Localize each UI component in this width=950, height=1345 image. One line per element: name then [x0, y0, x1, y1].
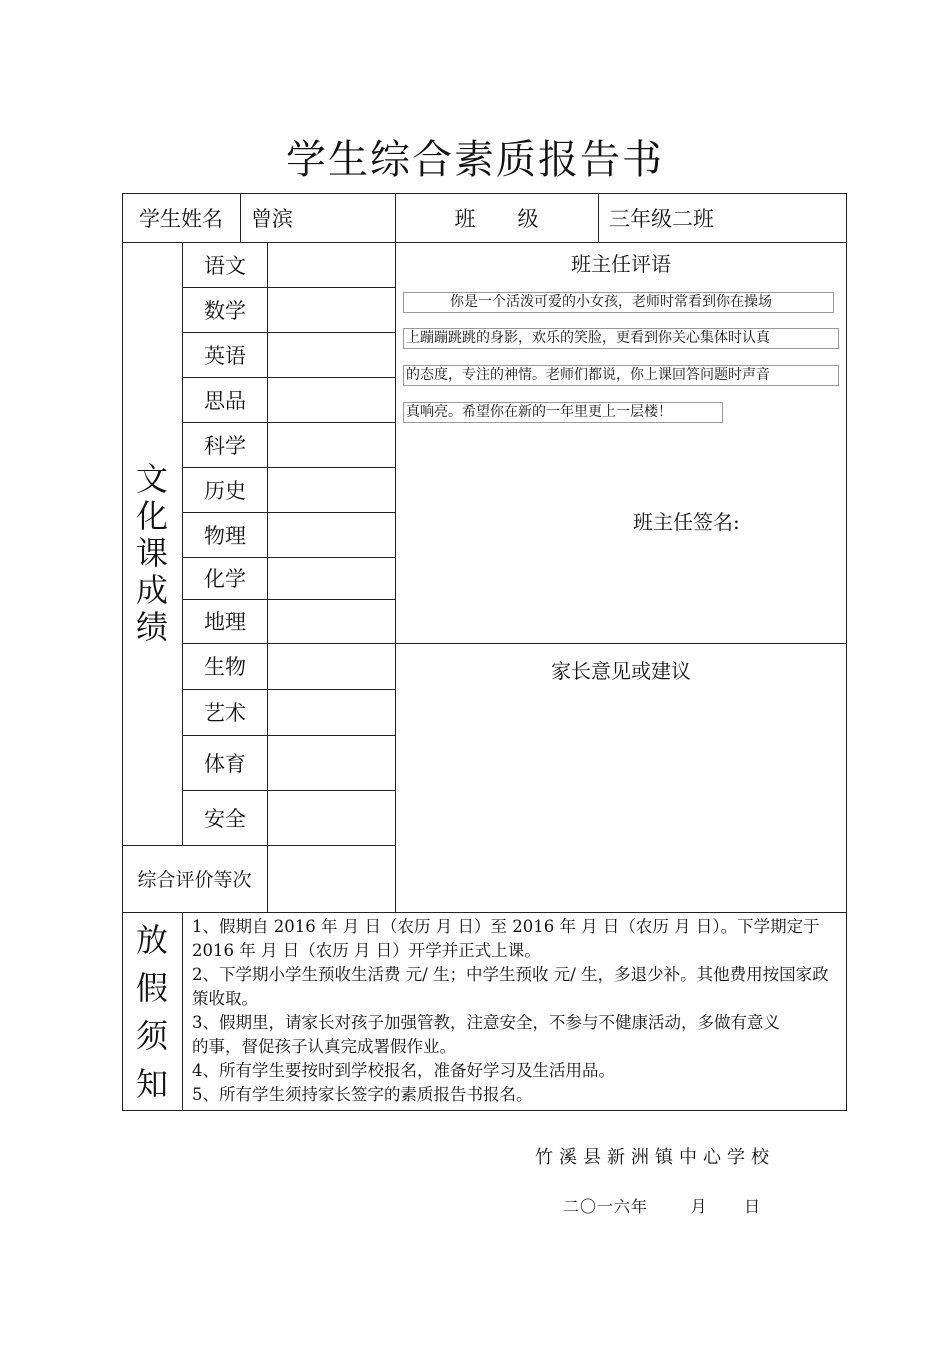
- student-name-value: 曾滨: [251, 206, 293, 231]
- teacher-comment-line: 你是一个活泼可爱的小女孩，老师时常看到你在操场: [403, 292, 834, 313]
- subject-label: 英语: [204, 343, 246, 368]
- subject-label: 思品: [204, 388, 246, 413]
- subject-label: 地理: [204, 610, 246, 634]
- notice-section-label: [122, 912, 182, 1111]
- divider: [182, 643, 847, 644]
- page-title: 学生综合素质报告书: [286, 137, 664, 183]
- notice-item: 2、下学期小学生预收生活费 元/ 生；中学生预收 元/ 生，多退少补。其他费用按国家政策收取。: [192, 965, 829, 1008]
- subject-label: 艺术: [204, 701, 246, 725]
- divider: [182, 912, 183, 1111]
- grades-section-label: [122, 242, 182, 845]
- notice-item: 5、所有学生须持家长签字的素质报告书报名。: [192, 1085, 533, 1104]
- teacher-comment-line: 上蹦蹦跳跳的身影，欢乐的笑脸，更看到你关心集体时认真: [403, 328, 839, 349]
- subject-label: 物理: [204, 523, 246, 548]
- subject-label: 历史: [204, 478, 246, 503]
- notice-item: 3、假期里，请家长对孩子加强管教，注意安全，不参与不健康活动，多做有意义的事，督促孩子认真完成署假作业。: [192, 1013, 780, 1056]
- divider: [598, 193, 599, 242]
- teacher-comment-line: 的态度，专注的神情。老师们都说，你上课回答问题时声音: [403, 365, 839, 386]
- grades-section-text: 文化课成绩: [135, 460, 168, 646]
- subject-label: 生物: [204, 655, 246, 679]
- report-date: 二〇一六年 月 日: [563, 1197, 762, 1216]
- class-value: 三年级二班: [609, 206, 714, 231]
- subject-label: 语文: [204, 253, 246, 278]
- subject-label: 科学: [204, 433, 246, 458]
- notice-list: [192, 915, 842, 1107]
- class-label: 班 级: [454, 206, 539, 231]
- divider: [240, 193, 241, 242]
- parent-comment-heading: 家长意见或建议: [551, 658, 691, 683]
- divider: [122, 912, 847, 913]
- notice-item: 1、假期自 2016 年 月 日（农历 月 日）至 2016 年 月 日（农历 月 日）。下学期定于 2016 年 月 日（农历 月 日）开学并正式上课。: [192, 917, 820, 960]
- teacher-comment-heading: 班主任评语: [571, 251, 671, 276]
- school-name: 竹溪县新洲镇中心学校: [535, 1147, 775, 1168]
- subject-label: 体育: [204, 751, 246, 776]
- subject-label: 数学: [204, 298, 246, 323]
- subject-label: 化学: [204, 567, 246, 591]
- teacher-signature-label: 班主任签名:: [633, 509, 740, 534]
- notice-item: 4、所有学生要按时到学校报名，准备好学习及生活用品。: [192, 1061, 615, 1080]
- teacher-comment-line: 真响亮。希望你在新的一年里更上一层楼！: [403, 402, 723, 423]
- divider: [395, 193, 396, 912]
- notice-section-text: 放假须知: [135, 920, 168, 1103]
- subject-label: 安全: [204, 806, 246, 831]
- divider: [267, 242, 268, 912]
- overall-rating-label: 综合评价等次: [137, 869, 252, 891]
- student-name-label: 学生姓名: [139, 206, 223, 231]
